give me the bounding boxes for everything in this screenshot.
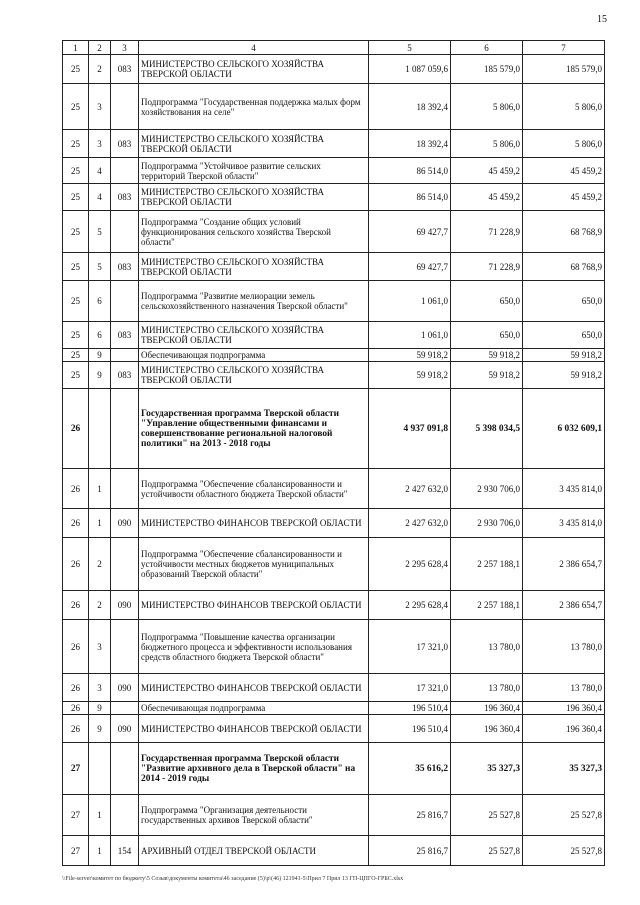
admin-code: 083 — [111, 130, 139, 158]
value-col6: 5 806,0 — [451, 130, 523, 158]
table-row — [63, 509, 605, 538]
value-col7: 59 918,2 — [523, 349, 605, 362]
value-col7: 68 768,9 — [523, 211, 605, 253]
item-name: МИНИСТЕРСТВО СЕЛЬСКОГО ХОЗЯЙСТВА ТВЕРСКОЙ ОБЛАСТИ — [139, 184, 369, 211]
table-row — [63, 469, 605, 509]
value-col7: 650,0 — [523, 322, 605, 349]
program-code: 25 — [63, 211, 89, 253]
table-row — [63, 538, 605, 591]
program-code: 26 — [63, 538, 89, 591]
admin-code — [111, 349, 139, 362]
admin-code — [111, 469, 139, 509]
col-header-6: 6 — [451, 41, 523, 55]
subprogram-code: 3 — [89, 674, 111, 702]
program-code: 27 — [63, 795, 89, 836]
value-col6: 25 527,8 — [451, 836, 523, 866]
value-col6: 45 459,2 — [451, 158, 523, 184]
admin-code: 090 — [111, 509, 139, 538]
item-name: МИНИСТЕРСТВО СЕЛЬСКОГО ХОЗЯЙСТВА ТВЕРСКОЙ ОБЛАСТИ — [139, 322, 369, 349]
value-col5: 4 937 091,8 — [369, 389, 451, 469]
program-code: 26 — [63, 469, 89, 509]
admin-code: 083 — [111, 362, 139, 389]
item-name: Подпрограмма "Повышение качества организации бюджетного процесса и эффективности использования средств областного бюджета Тверской области" — [139, 620, 369, 674]
value-col5: 18 392,4 — [369, 130, 451, 158]
value-col6: 71 228,9 — [451, 211, 523, 253]
table-row — [63, 591, 605, 620]
value-col6: 2 257 188,1 — [451, 591, 523, 620]
file-path-footer: \\File-server\комитет по бюджету\5 Созыв\документы комитета\46 заседание (5)\р\(46) 121941-5\Прил 7 Прил 13 ГП-ЦПГО-ГРБС.xlsx — [62, 876, 404, 882]
value-col6: 650,0 — [451, 322, 523, 349]
value-col7: 2 386 654,7 — [523, 538, 605, 591]
value-col7: 196 360,4 — [523, 702, 605, 715]
value-col7: 6 032 609,1 — [523, 389, 605, 469]
subprogram-code: 1 — [89, 469, 111, 509]
table-row — [63, 253, 605, 281]
item-name: Государственная программа Тверской области "Развитие архивного дела в Тверской области" на 2014 - 2019 годы — [139, 743, 369, 795]
program-code: 25 — [63, 253, 89, 281]
table-row — [63, 836, 605, 866]
value-col6: 5 806,0 — [451, 84, 523, 130]
program-code: 27 — [63, 743, 89, 795]
item-name: Подпрограмма "Организация деятельности государственных архивов Тверской области" — [139, 795, 369, 836]
table-row — [63, 795, 605, 836]
value-col7: 25 527,8 — [523, 836, 605, 866]
program-code: 25 — [63, 281, 89, 322]
item-name: Подпрограмма "Обеспечение сбалансированности и устойчивости областного бюджета Тверской области" — [139, 469, 369, 509]
value-col5: 1 087 059,6 — [369, 55, 451, 84]
admin-code — [111, 538, 139, 591]
col-header-1: 1 — [63, 41, 89, 55]
subprogram-code: 3 — [89, 84, 111, 130]
subprogram-code: 4 — [89, 184, 111, 211]
table-row — [63, 281, 605, 322]
value-col7: 13 780,0 — [523, 620, 605, 674]
value-col6: 196 360,4 — [451, 702, 523, 715]
value-col5: 86 514,0 — [369, 184, 451, 211]
subprogram-code: 9 — [89, 362, 111, 389]
table-row — [63, 55, 605, 84]
subprogram-code: 3 — [89, 620, 111, 674]
program-code: 26 — [63, 509, 89, 538]
admin-code: 090 — [111, 591, 139, 620]
program-code: 25 — [63, 55, 89, 84]
subprogram-code: 9 — [89, 715, 111, 743]
value-col5: 59 918,2 — [369, 362, 451, 389]
table-row — [63, 349, 605, 362]
value-col6: 59 918,2 — [451, 362, 523, 389]
table-row-program-total — [63, 389, 605, 469]
program-code: 25 — [63, 184, 89, 211]
value-col5: 17 321,0 — [369, 620, 451, 674]
value-col5: 2 427 632,0 — [369, 469, 451, 509]
subprogram-code: 5 — [89, 253, 111, 281]
col-header-5: 5 — [369, 41, 451, 55]
program-code: 25 — [63, 322, 89, 349]
program-code: 27 — [63, 836, 89, 866]
table-row-program-total — [63, 743, 605, 795]
col-header-7: 7 — [523, 41, 605, 55]
admin-code — [111, 743, 139, 795]
table-row — [63, 715, 605, 743]
table-row — [63, 322, 605, 349]
admin-code: 090 — [111, 674, 139, 702]
value-col6: 5 398 034,5 — [451, 389, 523, 469]
subprogram-code: 6 — [89, 322, 111, 349]
item-name: Подпрограмма "Государственная поддержка малых форм хозяйствования на селе" — [139, 84, 369, 130]
col-header-4: 4 — [139, 41, 369, 55]
admin-code — [111, 158, 139, 184]
subprogram-code: 4 — [89, 158, 111, 184]
value-col6: 650,0 — [451, 281, 523, 322]
value-col5: 2 295 628,4 — [369, 591, 451, 620]
item-name: МИНИСТЕРСТВО ФИНАНСОВ ТВЕРСКОЙ ОБЛАСТИ — [139, 715, 369, 743]
value-col5: 1 061,0 — [369, 322, 451, 349]
program-code: 25 — [63, 130, 89, 158]
program-code: 26 — [63, 702, 89, 715]
value-col5: 18 392,4 — [369, 84, 451, 130]
subprogram-code: 2 — [89, 538, 111, 591]
table-row — [63, 702, 605, 715]
value-col5: 25 816,7 — [369, 836, 451, 866]
table-row — [63, 158, 605, 184]
value-col6: 185 579,0 — [451, 55, 523, 84]
admin-code — [111, 702, 139, 715]
value-col5: 17 321,0 — [369, 674, 451, 702]
program-code: 25 — [63, 349, 89, 362]
item-name: МИНИСТЕРСТВО СЕЛЬСКОГО ХОЗЯЙСТВА ТВЕРСКОЙ ОБЛАСТИ — [139, 55, 369, 84]
value-col7: 650,0 — [523, 281, 605, 322]
subprogram-code — [89, 389, 111, 469]
value-col7: 13 780,0 — [523, 674, 605, 702]
value-col7: 3 435 814,0 — [523, 509, 605, 538]
value-col6: 2 257 188,1 — [451, 538, 523, 591]
admin-code: 083 — [111, 253, 139, 281]
admin-code — [111, 84, 139, 130]
col-header-3: 3 — [111, 41, 139, 55]
admin-code: 083 — [111, 322, 139, 349]
admin-code — [111, 620, 139, 674]
value-col6: 196 360,4 — [451, 715, 523, 743]
value-col7: 25 527,8 — [523, 795, 605, 836]
program-code: 26 — [63, 389, 89, 469]
value-col7: 5 806,0 — [523, 130, 605, 158]
value-col6: 45 459,2 — [451, 184, 523, 211]
item-name: МИНИСТЕРСТВО ФИНАНСОВ ТВЕРСКОЙ ОБЛАСТИ — [139, 509, 369, 538]
admin-code — [111, 389, 139, 469]
value-col7: 35 327,3 — [523, 743, 605, 795]
page-number: 15 — [597, 14, 607, 25]
item-name: Обеспечивающая подпрограмма — [139, 702, 369, 715]
value-col6: 13 780,0 — [451, 620, 523, 674]
value-col7: 45 459,2 — [523, 158, 605, 184]
subprogram-code: 1 — [89, 509, 111, 538]
table-row — [63, 362, 605, 389]
admin-code — [111, 795, 139, 836]
program-code: 26 — [63, 620, 89, 674]
value-col5: 196 510,4 — [369, 715, 451, 743]
value-col7: 59 918,2 — [523, 362, 605, 389]
value-col5: 2 427 632,0 — [369, 509, 451, 538]
admin-code: 090 — [111, 715, 139, 743]
value-col7: 196 360,4 — [523, 715, 605, 743]
value-col7: 3 435 814,0 — [523, 469, 605, 509]
program-code: 25 — [63, 158, 89, 184]
value-col7: 45 459,2 — [523, 184, 605, 211]
value-col6: 13 780,0 — [451, 674, 523, 702]
item-name: Подпрограмма "Обеспечение сбалансированности и устойчивости местных бюджетов муниципальных образований Тверской области" — [139, 538, 369, 591]
subprogram-code: 1 — [89, 795, 111, 836]
item-name: АРХИВНЫЙ ОТДЕЛ ТВЕРСКОЙ ОБЛАСТИ — [139, 836, 369, 866]
value-col6: 2 930 706,0 — [451, 509, 523, 538]
item-name: Подпрограмма "Устойчивое развитие сельских территорий Тверской области" — [139, 158, 369, 184]
table-row — [63, 184, 605, 211]
value-col6: 71 228,9 — [451, 253, 523, 281]
subprogram-code: 9 — [89, 702, 111, 715]
subprogram-code: 6 — [89, 281, 111, 322]
subprogram-code — [89, 743, 111, 795]
program-code: 25 — [63, 84, 89, 130]
value-col5: 2 295 628,4 — [369, 538, 451, 591]
admin-code: 154 — [111, 836, 139, 866]
subprogram-code: 3 — [89, 130, 111, 158]
value-col7: 2 386 654,7 — [523, 591, 605, 620]
table-row — [63, 84, 605, 130]
table-row — [63, 620, 605, 674]
admin-code: 083 — [111, 55, 139, 84]
item-name: МИНИСТЕРСТВО СЕЛЬСКОГО ХОЗЯЙСТВА ТВЕРСКОЙ ОБЛАСТИ — [139, 362, 369, 389]
value-col5: 196 510,4 — [369, 702, 451, 715]
budget-table — [62, 40, 605, 866]
value-col6: 35 327,3 — [451, 743, 523, 795]
subprogram-code: 1 — [89, 836, 111, 866]
item-name: Подпрограмма "Развитие мелиорации земель сельскохозяйственного назначения Тверской области" — [139, 281, 369, 322]
value-col5: 69 427,7 — [369, 253, 451, 281]
item-name: МИНИСТЕРСТВО СЕЛЬСКОГО ХОЗЯЙСТВА ТВЕРСКОЙ ОБЛАСТИ — [139, 253, 369, 281]
subprogram-code: 2 — [89, 55, 111, 84]
program-code: 26 — [63, 715, 89, 743]
item-name: Государственная программа Тверской области "Управление общественными финансами и совершенствование региональной налоговой политики" на 2013 - 2018 годы — [139, 389, 369, 469]
value-col5: 59 918,2 — [369, 349, 451, 362]
program-code: 26 — [63, 591, 89, 620]
table-row — [63, 130, 605, 158]
program-code: 25 — [63, 362, 89, 389]
value-col5: 25 816,7 — [369, 795, 451, 836]
value-col6: 2 930 706,0 — [451, 469, 523, 509]
item-name: МИНИСТЕРСТВО СЕЛЬСКОГО ХОЗЯЙСТВА ТВЕРСКОЙ ОБЛАСТИ — [139, 130, 369, 158]
value-col6: 25 527,8 — [451, 795, 523, 836]
value-col7: 68 768,9 — [523, 253, 605, 281]
value-col7: 5 806,0 — [523, 84, 605, 130]
item-name: МИНИСТЕРСТВО ФИНАНСОВ ТВЕРСКОЙ ОБЛАСТИ — [139, 674, 369, 702]
value-col5: 1 061,0 — [369, 281, 451, 322]
value-col7: 185 579,0 — [523, 55, 605, 84]
header-row — [63, 41, 605, 55]
value-col5: 86 514,0 — [369, 158, 451, 184]
subprogram-code: 9 — [89, 349, 111, 362]
col-header-2: 2 — [89, 41, 111, 55]
subprogram-code: 5 — [89, 211, 111, 253]
table-row — [63, 211, 605, 253]
value-col6: 59 918,2 — [451, 349, 523, 362]
table-row — [63, 674, 605, 702]
subprogram-code: 2 — [89, 591, 111, 620]
value-col5: 69 427,7 — [369, 211, 451, 253]
item-name: МИНИСТЕРСТВО ФИНАНСОВ ТВЕРСКОЙ ОБЛАСТИ — [139, 591, 369, 620]
admin-code — [111, 211, 139, 253]
value-col5: 35 616,2 — [369, 743, 451, 795]
item-name: Обеспечивающая подпрограмма — [139, 349, 369, 362]
admin-code — [111, 281, 139, 322]
admin-code: 083 — [111, 184, 139, 211]
program-code: 26 — [63, 674, 89, 702]
item-name: Подпрограмма "Создание общих условий функционирования сельского хозяйства Тверской области" — [139, 211, 369, 253]
